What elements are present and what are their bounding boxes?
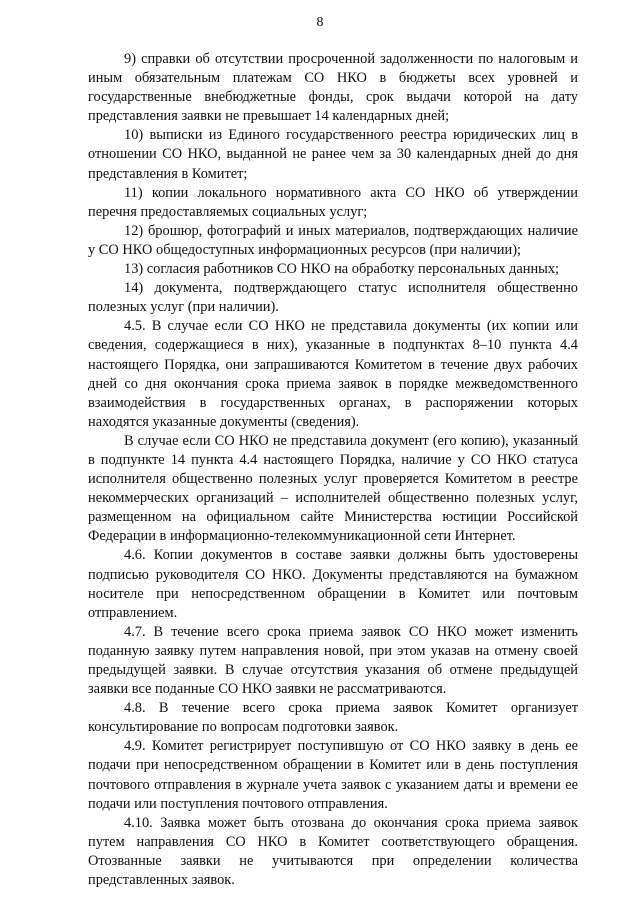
paragraph-clause-4-5: 4.5. В случае если СО НКО не представила документы (их копии или сведения, содержащиеся в них), указанные в подпунктах 8–10 пункта 4.4 настоящего Порядка, они запрашиваются Комитетом в течение двух рабочих дней со дня окончания срока приема заявок в порядке межведомственного взаимодействия в государственных органах, в распоряжении которых находятся указанные документы (сведения). bbox=[88, 318, 578, 430]
paragraph-clause-4-8: 4.8. В течение всего срока приема заявок Комитет организует консультирование по вопросам подготовки заявок. bbox=[88, 700, 578, 736]
paragraph-clause-4-7: 4.7. В течение всего срока приема заявок СО НКО может изменить поданную заявку путем направления новой, при этом указав на отмену своей предыдущей заявки. В случае отсутствия указания об отмене предыдущей заявки все поданные СО НКО заявки не рассматриваются. bbox=[88, 623, 578, 698]
paragraph-clause-4-6: 4.6. Копии документов в составе заявки должны быть удостоверены подписью руководителя СО НКО. Документы представляются на бумажном носителе при непосредственном обращении в Комитет или почтовым отправлением. bbox=[88, 547, 578, 621]
paragraph-item-12: 12) брошюр, фотографий и иных материалов, подтверждающих наличие у СО НКО общедоступных информационных ресурсов (при наличии); bbox=[88, 222, 578, 258]
document-body bbox=[88, 50, 578, 890]
paragraph-item-11: 11) копии локального нормативного акта СО НКО об утверждении перечня предоставляемых социальных услуг; bbox=[88, 184, 578, 220]
paragraph-clause-4-10: 4.10. Заявка может быть отозвана до окончания срока приема заявок путем направления СО НКО в Комитет соответствующего обращения. Отозванные заявки не учитываются при определении количества представленных заявок. bbox=[88, 814, 578, 889]
paragraph-clause-4-5-continued: В случае если СО НКО не представила документ (его копию), указанный в подпункте 14 пункта 4.4 настоящего Порядка, наличие у СО НКО статуса исполнителя общественно полезных услуг проверяется Комитетом в реестре некоммерческих организаций – исполнителей общественно полезных услуг, размещенном на официальном сайте Министерства юстиции Российской Федерации в информационно-телекоммуникационной сети Интернет. bbox=[88, 432, 578, 545]
paragraph-clause-4-9: 4.9. Комитет регистрирует поступившую от СО НКО заявку в день ее подачи при непосредственном обращении в Комитет или в день поступления почтового отправления в журнале учета заявок с указанием даты и времени ее подачи или поступления почтового отправления. bbox=[88, 738, 578, 812]
paragraph-item-10: 10) выписки из Единого государственного реестра юридических лиц в отношении СО НКО, выданной не ранее чем за 30 календарных дней до дня представления в Комитет; bbox=[88, 127, 578, 182]
paragraph-item-9: 9) справки об отсутствии просроченной задолженности по налоговым и иным обязательным платежам СО НКО в бюджеты всех уровней и государственные внебюджетные фонды, срок выдачи которой на дату представления заявки не превышает 14 календарных дней; bbox=[88, 51, 578, 125]
page-number: 8 bbox=[316, 15, 324, 30]
paragraph-item-13: 13) согласия работников СО НКО на обработку персональных данных; bbox=[124, 261, 560, 278]
paragraph-item-14: 14) документа, подтверждающего статус исполнителя общественно полезных услуг (при наличии). bbox=[88, 280, 578, 316]
